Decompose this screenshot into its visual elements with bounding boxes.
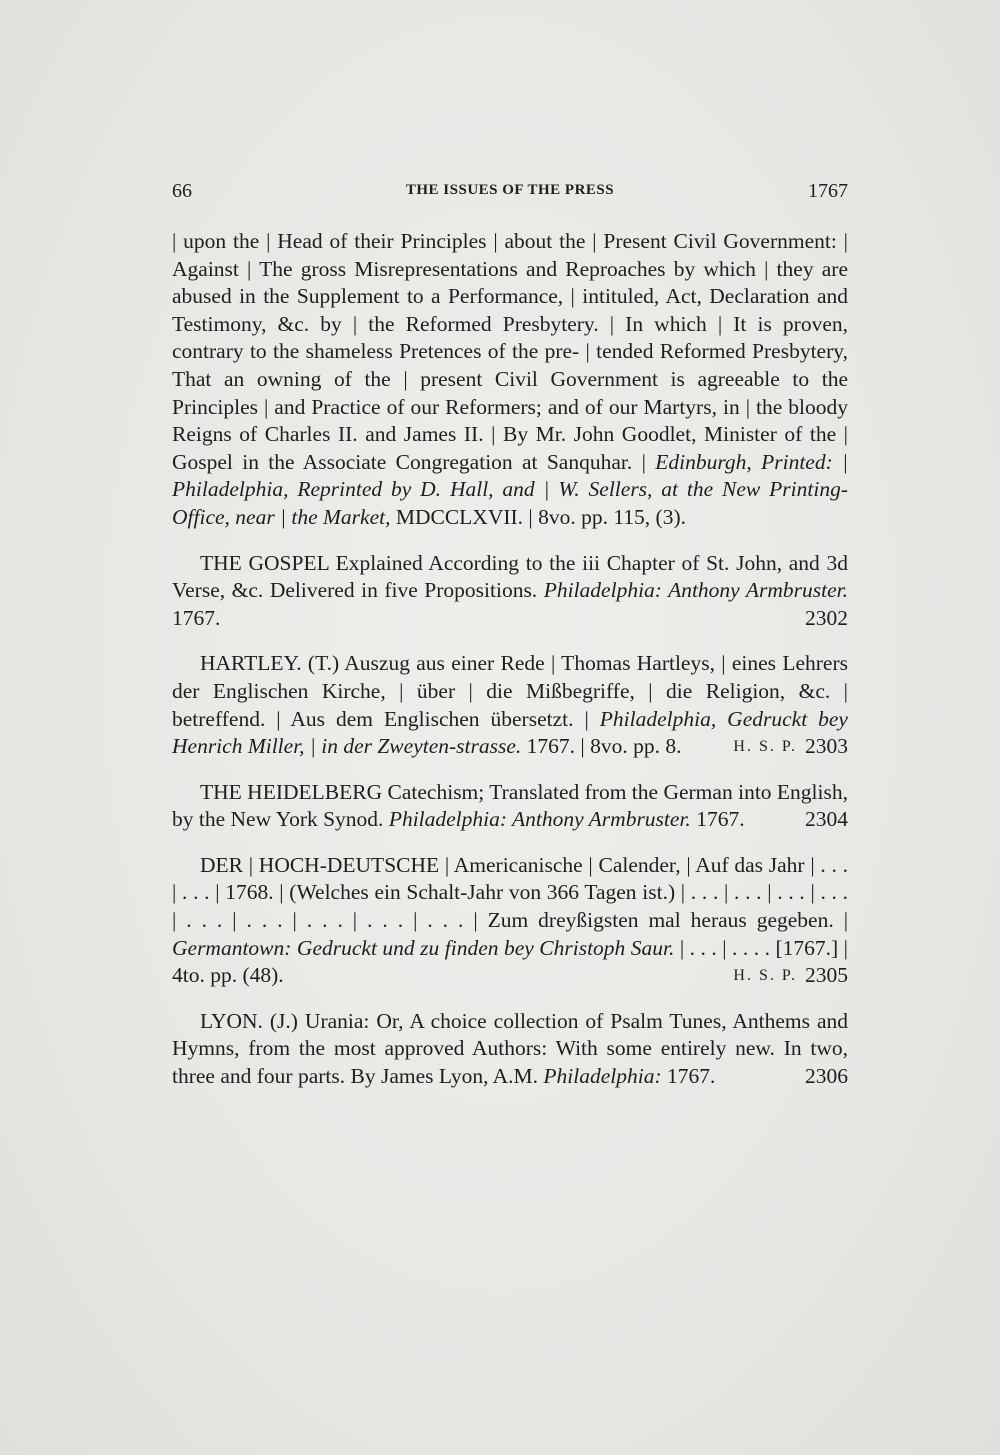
- entry-location: H. S. P.: [733, 738, 797, 756]
- page-number: 66: [172, 180, 192, 202]
- entry-imprint: Philadelphia: Anthony Armbruster.: [388, 807, 691, 832]
- entry-text-tail: | . . . | . . . . [1767.] | 4to. pp. (48).: [172, 935, 848, 988]
- entry-number: 2305: [805, 963, 848, 988]
- entry-imprint: Philadelphia: Anthony Armbruster.: [543, 578, 848, 603]
- entry-2306: [172, 1008, 848, 1091]
- entry-text-tail: 1767.: [690, 807, 745, 832]
- entry-2303: [172, 650, 848, 760]
- entry-location: H. S. P.: [733, 967, 797, 985]
- entry-2302: [172, 550, 848, 633]
- entry-number: 2302: [805, 605, 848, 630]
- page-body: [172, 228, 848, 1109]
- entry-number: 2303: [805, 734, 848, 759]
- entry-text: THE HEIDELBERG Catechism; Translated from the German into English, by the New York Synod.: [172, 779, 848, 832]
- entry-text: THE GOSPEL Explained According to the iii Chapter of St. John, and 3d Verse, &c. Delivered in five Propositions.: [172, 550, 848, 603]
- entry-text-tail: 1767. | 8vo. pp. 8.: [521, 734, 682, 759]
- entry-text: DER | HOCH-DEUTSCHE | Americanische | Calender, | Auf das Jahr | . . . | . . . | 1768. | (Welches ein Schalt-Jahr von 366 Tagen ist.) | . . . | . . . | . . . | . . . | . . . | . . . | . . . | . . . | . . . | Zum dreyßigsten mal heraus gegeben. |: [172, 852, 848, 933]
- entry-text: | upon the | Head of their Principles | about the | Present Civil Government: | Against | The gross Misrepresentations and Reproaches by which | they are abused in the Supplement to a Performance, | intituled, Act, Declaration and Testimony, &c. by | the Reformed Presbytery. | In which | It is proven, contrary to the shameless Pretences of the pre- | tended Reformed Presbytery, That an owning of the | present Civil Government is agreeable to the Principles | and Practice of our Reformers; and of our Martyrs, in | the bloody Reigns of Charles II. and James II. | By Mr. John Goodlet, Minister of the | Gospel in the Associate Congregation at Sanquhar. |: [172, 229, 848, 474]
- entry-imprint: Edinburgh, Printed: | Philadelphia, Reprinted by D. Hall, and | W. Sellers, at the New Printing-Office, near | the Market,: [172, 449, 848, 529]
- entry-2304: [172, 779, 848, 834]
- entry-text-tail: 1767.: [661, 1064, 716, 1089]
- running-title: THE ISSUES OF THE PRESS: [405, 182, 615, 198]
- entry-imprint: Philadelphia, Gedruckt bey Henrich Miller, | in der Zweyten-strasse.: [172, 706, 848, 759]
- entry-number: 2306: [805, 1064, 848, 1089]
- entry-number: 2304: [805, 807, 848, 832]
- entry-text-tail: 1767.: [172, 605, 221, 630]
- entry-text: LYON. (J.) Urania: Or, A choice collection of Psalm Tunes, Anthems and Hymns, from the most approved Authors: With some entirely new. In two, three and four parts. By James Lyon, A.M.: [172, 1008, 848, 1089]
- entry-imprint: Philadelphia:: [543, 1064, 662, 1089]
- entry-imprint: Germantown: Gedruckt und zu finden bey Christoph Saur.: [172, 935, 675, 960]
- running-head: [172, 180, 848, 210]
- entry-text: HARTLEY. (T.) Auszug aus einer Rede | Thomas Hartleys, | eines Lehrers der Englischen Kirche, | über | die Mißbegriffe, | die Religion, &c. | betreffend. | Aus dem Englischen übersetzt. |: [172, 651, 848, 731]
- entry-continued: [172, 228, 848, 532]
- running-year: 1767: [808, 180, 848, 202]
- entry-2305: [172, 852, 848, 990]
- entry-text-tail: MDCCLXVII. | 8vo. pp. 115, (3).: [390, 504, 686, 529]
